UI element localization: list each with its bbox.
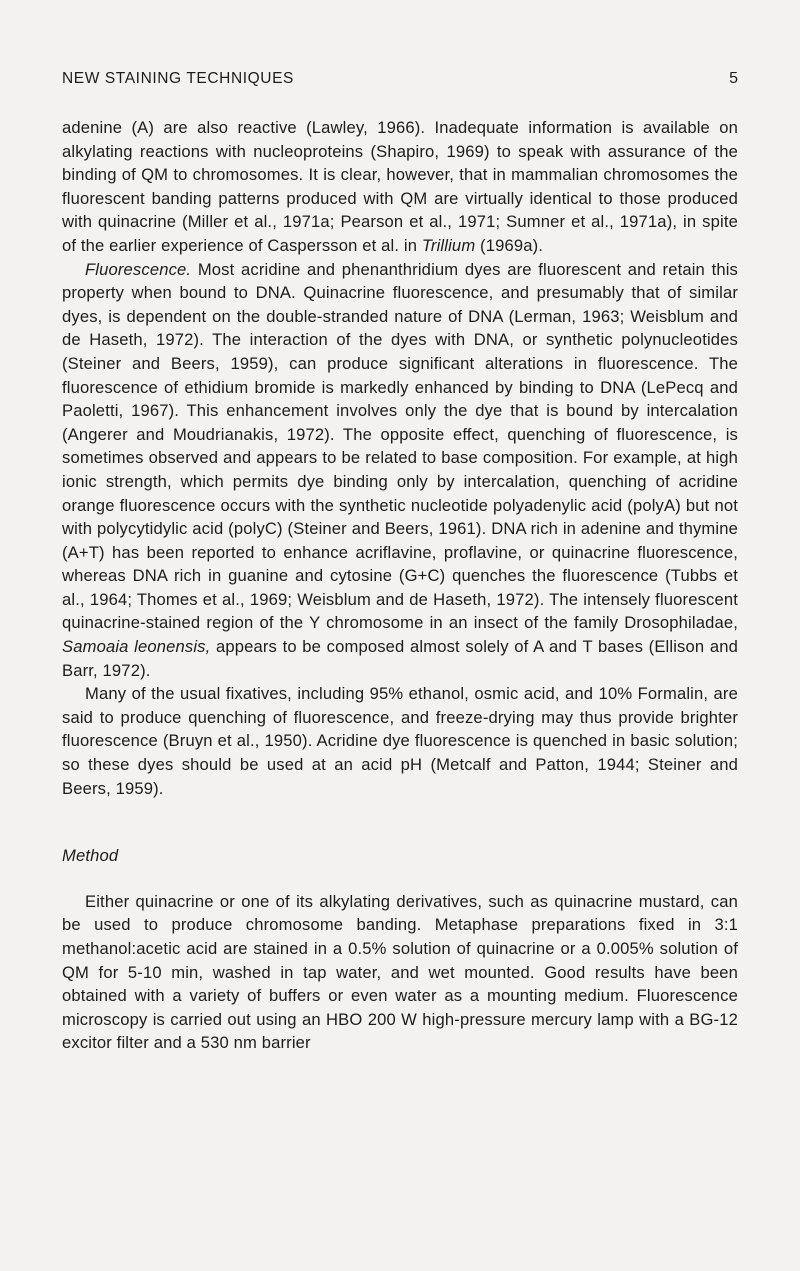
paragraph-method (62, 890, 738, 1055)
paragraph-continued (62, 116, 738, 258)
run-in-heading: Fluorescence. (85, 259, 192, 279)
paragraph-text: adenine (A) are also reactive (Lawley, 1966). Inadequate information is available on alkylating reactions with nucleoproteins (Shapiro, 1969) to speak with assurance of the binding of QM to chromosomes. It is clear, however, that in mammalian chromosomes the fluorescent banding patterns produced with QM are virtually identical to those produced with quinacrine (Miller et al., 1971a; Pearson et al., 1971; Sumner et al., 1971a), in spite of the earlier experience of Caspersson et al. in (62, 118, 738, 255)
section-heading-method: Method (62, 846, 119, 866)
page-header (62, 70, 738, 94)
paragraph-text: Many of the usual fixatives, including 95% ethanol, osmic acid, and 10% Formalin, are said to produce quenching of fluorescence, and freeze-drying may thus provide brighter fluorescence (Bruyn et al., 1950). Acridine dye fluorescence is quenched in basic solution; so these dyes should be used at an acid pH (Metcalf and Patton, 1944; Steiner and Beers, 1959). (62, 684, 738, 798)
paragraph-text: appears to be composed almost solely of A and T bases (Ellison and Barr, 1972). (62, 637, 738, 680)
paragraph-text: (1969a). (475, 235, 544, 255)
paragraph-fluorescence (62, 258, 738, 683)
species-name: Samoaia leonensis, (62, 637, 211, 657)
running-head: NEW STAINING TECHNIQUES (62, 70, 294, 87)
paragraph-fixatives (62, 682, 738, 800)
species-name: Trillium (421, 235, 476, 255)
paragraph-text: Either quinacrine or one of its alkylating derivatives, such as quinacrine mustard, can be used to produce chromosome banding. Metaphase preparations fixed in 3:1 methanol:acetic acid are stained in a 0.5% solution of quinacrine or a 0.005% solution of QM for 5-10 min, washed in tap water, and wet mounted. Good results have been obtained with a variety of buffers or even water as a mounting medium. Fluorescence microscopy is carried out using an HBO 200 W high-pressure mercury lamp with a BG-12 excitor filter and a 530 nm barrier (62, 891, 738, 1053)
paragraph-text: Most acridine and phenanthridium dyes are fluorescent and retain this property when bound to DNA. Quinacrine fluorescence, and presumably that of similar dyes, is dependent on the double-stranded nature of DNA (Lerman, 1963; Weisblum and de Haseth, 1972). The interaction of the dyes with DNA, or synthetic polynucleotides (Steiner and Beers, 1959), can produce significant alterations in fluorescence. The fluorescence of ethidium bromide is markedly enhanced by binding to DNA (LePecq and Paoletti, 1967). This enhancement involves only the dye that is bound by intercalation (Angerer and Moudrianakis, 1972). The opposite effect, quenching of fluorescence, is sometimes observed and appears to be related to base composition. For example, at high ionic strength, which permits dye binding only by intercalation, quenching of acridine orange fluorescence occurs with the synthetic nucleotide polyadenylic acid (polyA) but not with polycytidylic acid (polyC) (Steiner and Beers, 1961). DNA rich in adenine and thymine (A+T) has been reported to enhance acriflavine, proflavine, or quinacrine fluorescence, whereas DNA rich in guanine and cytosine (G+C) quenches the fluorescence (Tubbs et al., 1964; Thomes et al., 1969; Weisblum and de Haseth, 1972). The intensely fluorescent quinacrine-stained region of the Y chromosome in an insect of the family Drosophiladae, (62, 259, 738, 633)
page-number: 5 (729, 70, 738, 87)
body-text (62, 116, 738, 1055)
